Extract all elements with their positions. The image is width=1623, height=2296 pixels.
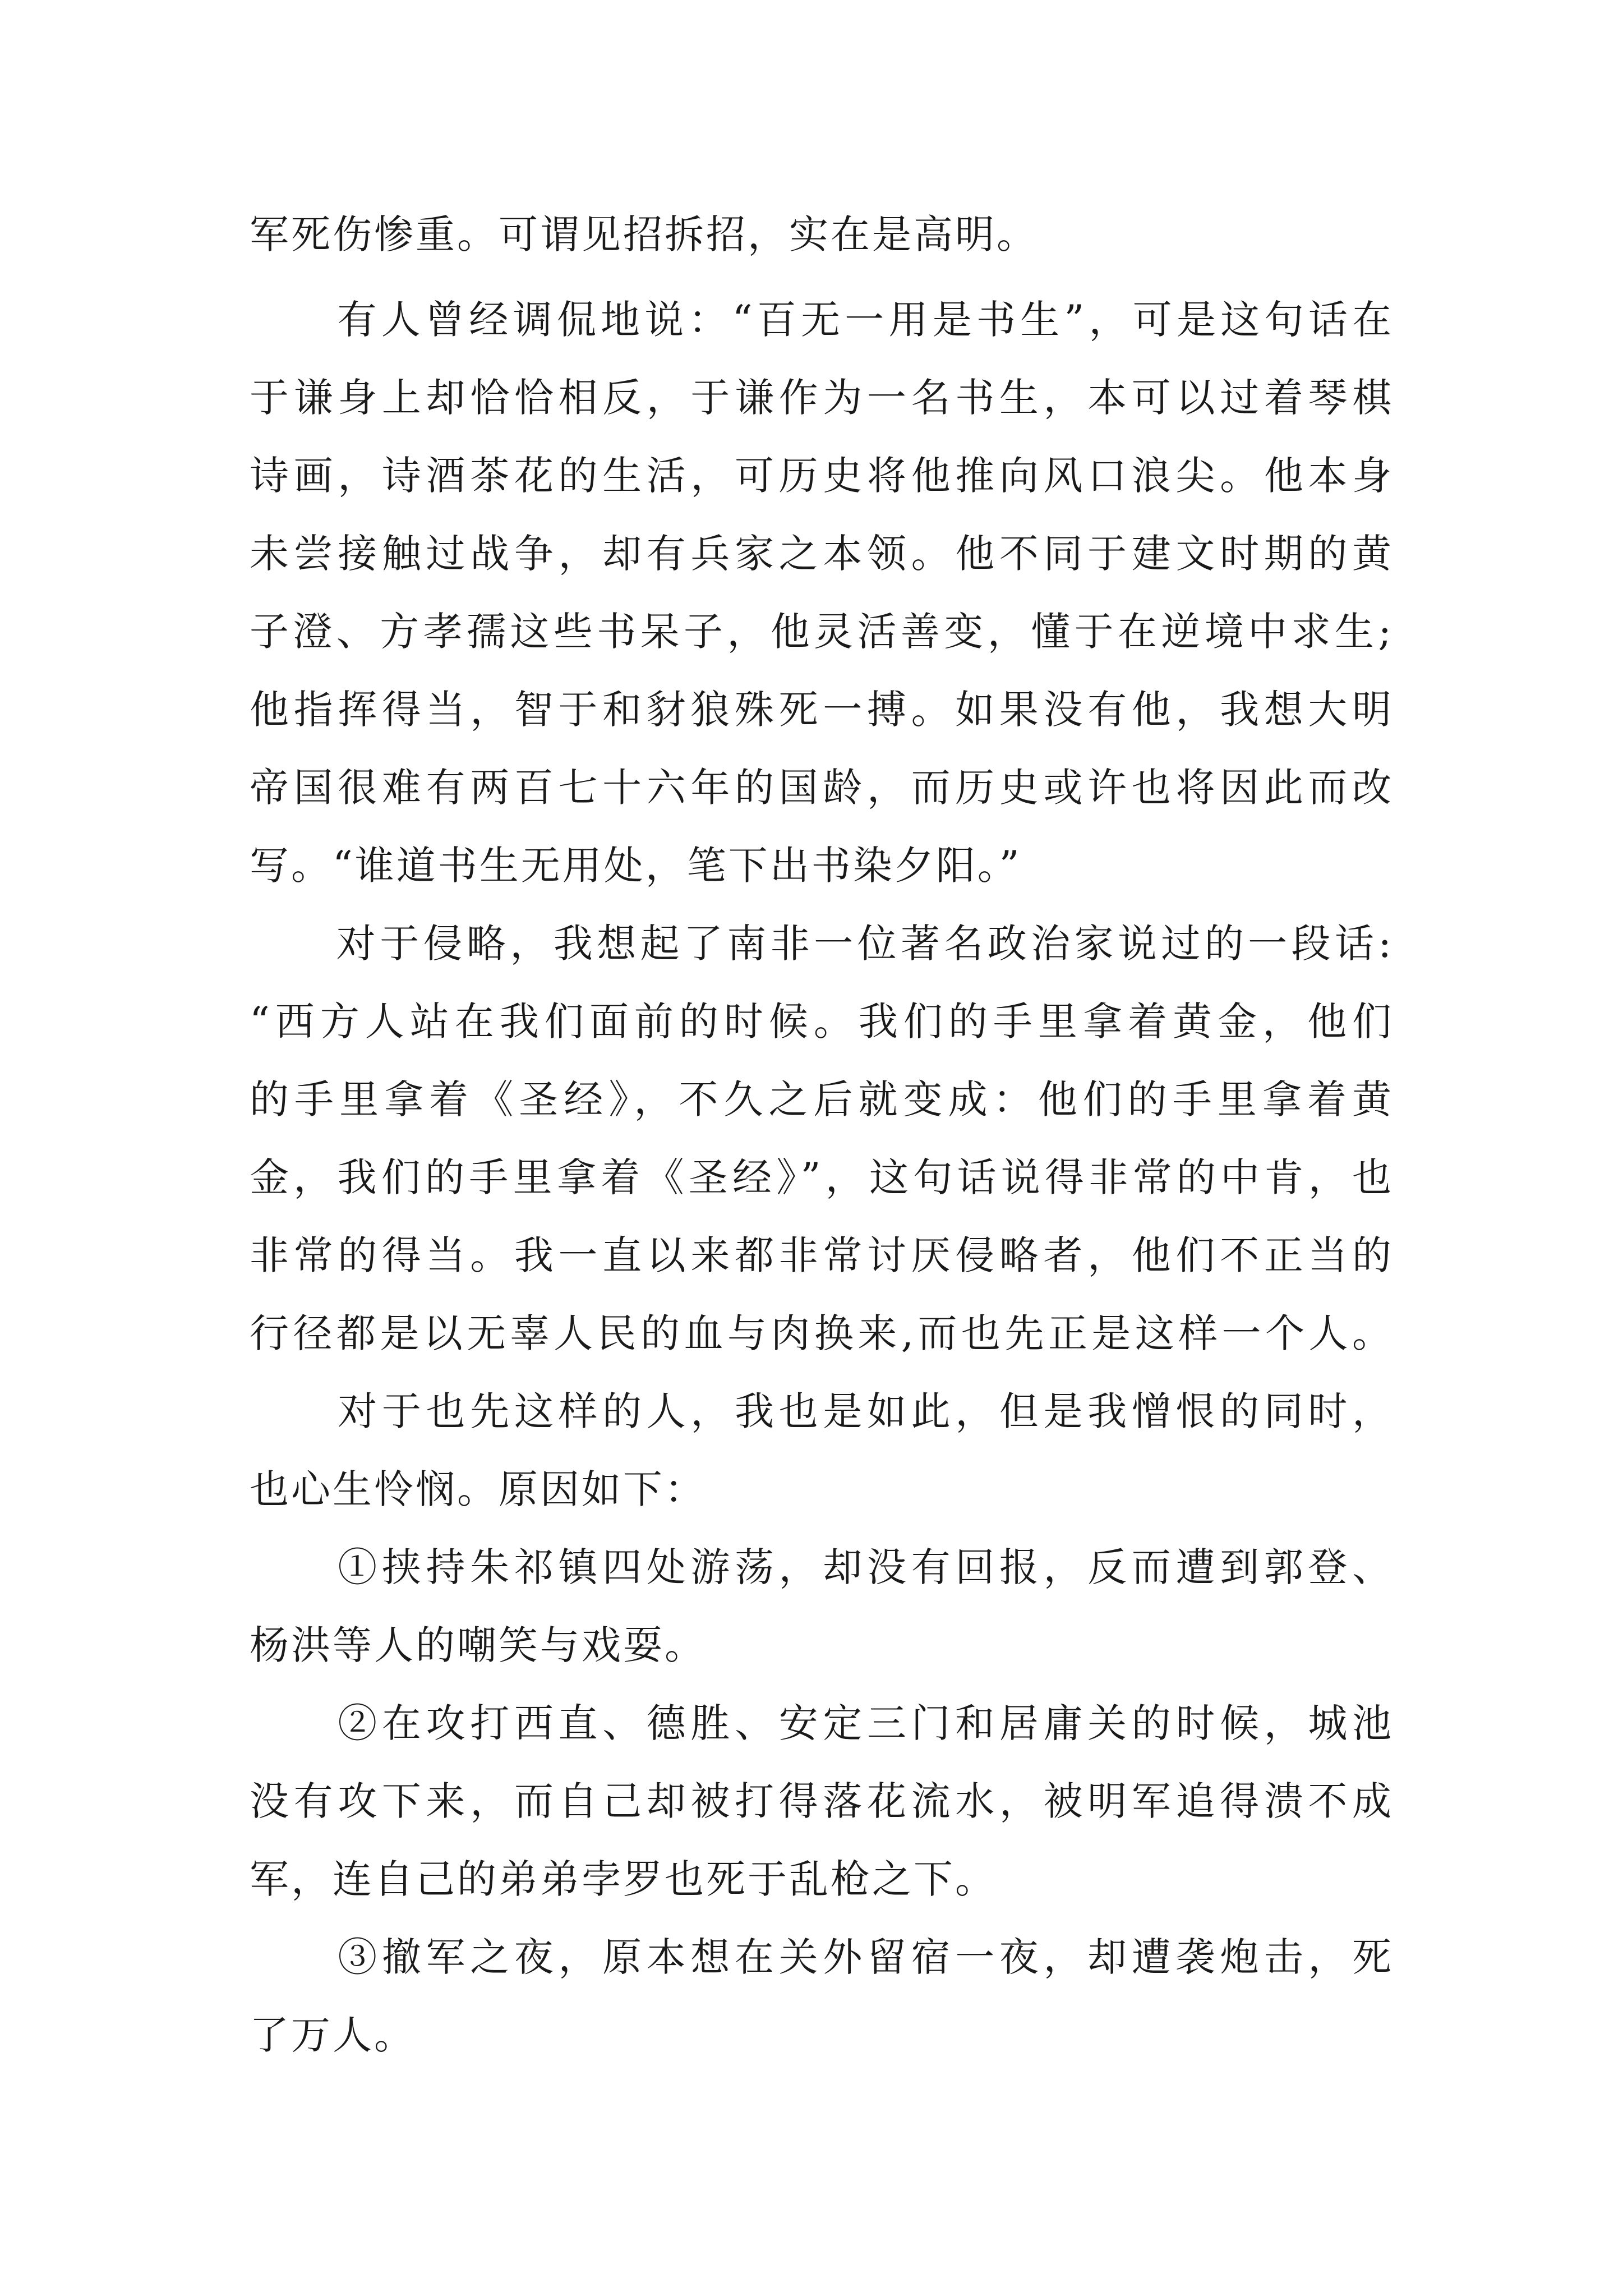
text-line: ③撤军之夜，原本想在关外留宿一夜，却遭袭炮击，死: [250, 1934, 1394, 1980]
text-line: ②在攻打西直、德胜、安定三门和居庸关的时候，城池: [250, 1700, 1394, 1746]
text-line: 未尝接触过战争，却有兵家之本领。他不同于建文时期的黄: [250, 531, 1394, 577]
text-line: 对于侵略，我想起了南非一位著名政治家说过的一段话:: [250, 921, 1394, 967]
text-line: ①挟持朱祁镇四处游荡，却没有回报，反而遭到郭登、: [250, 1544, 1394, 1590]
text-line: 有人曾经调侃地说：“百无一用是书生”，可是这句话在: [250, 297, 1394, 343]
text-line: “西方人站在我们面前的时候。我们的手里拿着黄金，他们: [250, 999, 1394, 1045]
text-line: 的手里拿着《圣经》，不久之后就变成：他们的手里拿着黄: [250, 1076, 1394, 1122]
text-line: 行径都是以无辜人民的血与肉换来,而也先正是这样一个人。: [250, 1310, 1394, 1356]
text-line: 对于也先这样的人，我也是如此，但是我憎恨的同时，: [250, 1388, 1394, 1434]
text-line: 于谦身上却恰恰相反，于谦作为一名书生，本可以过着琴棋: [250, 375, 1394, 421]
text-line: 子澄、方孝孺这些书呆子，他灵活善变，懂于在逆境中求生;: [250, 609, 1394, 655]
text-line: 没有攻下来，而自己却被打得落花流水，被明军追得溃不成: [250, 1778, 1394, 1824]
text-line: 杨洪等人的嘲笑与戏耍。: [250, 1622, 706, 1668]
text-line: 写。“谁道书生无用处，笔下出书染夕阳。”: [250, 843, 1022, 889]
text-line: 也心生怜悯。原因如下：: [250, 1466, 706, 1512]
text-line: 了万人。: [250, 2012, 416, 2058]
text-line: 军，连自己的弟弟孛罗也死于乱枪之下。: [250, 1856, 997, 1902]
text-line: 非常的得当。我一直以来都非常讨厌侵略者，他们不正当的: [250, 1232, 1394, 1278]
text-line: 帝国很难有两百七十六年的国龄，而历史或许也将因此而改: [250, 765, 1394, 811]
text-line: 诗画，诗酒茶花的生活，可历史将他推向风口浪尖。他本身: [250, 453, 1394, 499]
text-line: 他指挥得当，智于和豺狼殊死一搏。如果没有他，我想大明: [250, 687, 1394, 733]
text-line: 金，我们的手里拿着《圣经》”，这句话说得非常的中肯，也: [250, 1154, 1394, 1200]
text-line: 军死伤惨重。可谓见招拆招，实在是高明。: [250, 211, 1038, 257]
